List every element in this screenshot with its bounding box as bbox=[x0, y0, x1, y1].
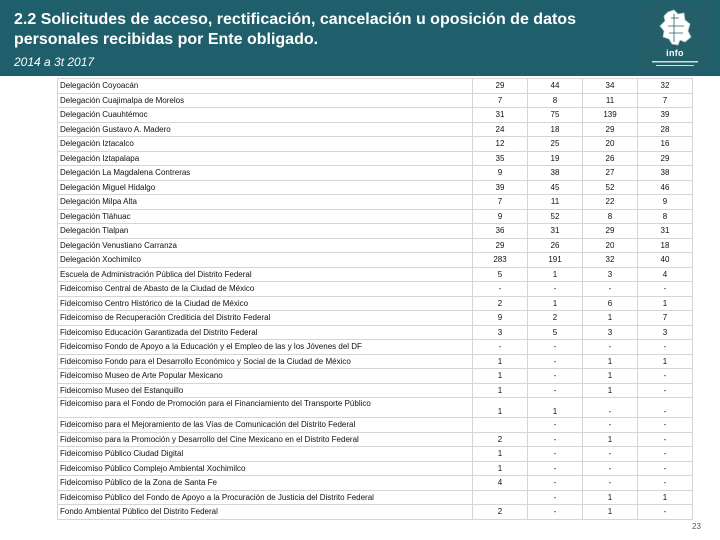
value-cell-col2: 31 bbox=[528, 224, 583, 239]
value-cell-col1: 4 bbox=[473, 476, 528, 491]
value-cell-col4: - bbox=[638, 461, 693, 476]
entity-name-cell: Delegación Cuauhtémoc bbox=[58, 108, 473, 123]
entity-name-cell: Fideicomiso Museo de Arte Popular Mexicano bbox=[58, 369, 473, 384]
entity-name-cell: Delegación Cuajimalpa de Morelos bbox=[58, 93, 473, 108]
value-cell-col1: 7 bbox=[473, 195, 528, 210]
table-row bbox=[58, 505, 693, 520]
entity-name-cell: Delegación Iztapalapa bbox=[58, 151, 473, 166]
table-row bbox=[58, 296, 693, 311]
value-cell-col2: - bbox=[528, 490, 583, 505]
table-row bbox=[58, 340, 693, 355]
value-cell-col1: 36 bbox=[473, 224, 528, 239]
value-cell-col2: 11 bbox=[528, 195, 583, 210]
value-cell-col1: 12 bbox=[473, 137, 528, 152]
table-body bbox=[58, 79, 693, 520]
value-cell-col1: 39 bbox=[473, 180, 528, 195]
table-row bbox=[58, 253, 693, 268]
value-cell-col1: 31 bbox=[473, 108, 528, 123]
value-cell-col3: 32 bbox=[583, 253, 638, 268]
value-cell-col4: 1 bbox=[638, 354, 693, 369]
entity-name-cell: Delegación Xochimilco bbox=[58, 253, 473, 268]
value-cell-col1: 2 bbox=[473, 296, 528, 311]
value-cell-col3: 139 bbox=[583, 108, 638, 123]
value-cell-col3: - bbox=[583, 282, 638, 297]
value-cell-col1: 9 bbox=[473, 311, 528, 326]
value-cell-col4: 31 bbox=[638, 224, 693, 239]
value-cell-col3: 1 bbox=[583, 354, 638, 369]
entity-name-cell: Fideicomiso para el Fondo de Promoción para el Financiamiento del Transporte Público bbox=[58, 398, 473, 418]
table-row bbox=[58, 151, 693, 166]
value-cell-col1: 3 bbox=[473, 325, 528, 340]
value-cell-col2: - bbox=[528, 461, 583, 476]
entity-name-cell: Fideicomiso Público del Fondo de Apoyo a la Procuración de Justicia del Distrito Federal bbox=[58, 490, 473, 505]
entity-name-cell: Fideicomiso Educación Garantizada del Distrito Federal bbox=[58, 325, 473, 340]
value-cell-col3: 3 bbox=[583, 267, 638, 282]
value-cell-col3: 29 bbox=[583, 224, 638, 239]
table-row bbox=[58, 224, 693, 239]
value-cell-col2: - bbox=[528, 340, 583, 355]
value-cell-col4: 28 bbox=[638, 122, 693, 137]
value-cell-col3: 11 bbox=[583, 93, 638, 108]
value-cell-col4: - bbox=[638, 383, 693, 398]
value-cell-col4: - bbox=[638, 340, 693, 355]
value-cell-col3: 3 bbox=[583, 325, 638, 340]
entity-name-cell: Fideicomiso Público Complejo Ambiental Xochimilco bbox=[58, 461, 473, 476]
entity-name-cell: Delegación Miguel Hidalgo bbox=[58, 180, 473, 195]
table-row bbox=[58, 267, 693, 282]
entity-name-cell: Delegación Tlalpan bbox=[58, 224, 473, 239]
value-cell-col4: - bbox=[638, 369, 693, 384]
value-cell-col3: 20 bbox=[583, 137, 638, 152]
value-cell-col2: - bbox=[528, 354, 583, 369]
city-map-icon bbox=[638, 4, 712, 72]
value-cell-col2: 1 bbox=[528, 267, 583, 282]
table-row bbox=[58, 398, 693, 418]
value-cell-col3: - bbox=[583, 398, 638, 418]
logo-text: info bbox=[666, 48, 684, 58]
value-cell-col2: 25 bbox=[528, 137, 583, 152]
value-cell-col1: 9 bbox=[473, 166, 528, 181]
value-cell-col2: 1 bbox=[528, 296, 583, 311]
value-cell-col2: - bbox=[528, 505, 583, 520]
value-cell-col4: 46 bbox=[638, 180, 693, 195]
value-cell-col2: 19 bbox=[528, 151, 583, 166]
value-cell-col4: - bbox=[638, 432, 693, 447]
value-cell-col3: 22 bbox=[583, 195, 638, 210]
value-cell-col3: - bbox=[583, 418, 638, 433]
entity-name-cell: Delegación Milpa Alta bbox=[58, 195, 473, 210]
table-row bbox=[58, 122, 693, 137]
value-cell-col3: - bbox=[583, 447, 638, 462]
value-cell-col4: 40 bbox=[638, 253, 693, 268]
value-cell-col3: 1 bbox=[583, 311, 638, 326]
page-title: 2.2 Solicitudes de acceso, rectificación, cancelación u oposición de datos personales recibidas por Ente obligado. bbox=[14, 11, 576, 48]
table-row bbox=[58, 490, 693, 505]
value-cell-col1: 2 bbox=[473, 432, 528, 447]
table-row bbox=[58, 383, 693, 398]
entity-name-cell: Escuela de Administración Pública del Distrito Federal bbox=[58, 267, 473, 282]
table-row bbox=[58, 166, 693, 181]
table-row bbox=[58, 209, 693, 224]
value-cell-col4: 1 bbox=[638, 296, 693, 311]
table-row bbox=[58, 369, 693, 384]
value-cell-col4: 32 bbox=[638, 79, 693, 94]
value-cell-col3: 20 bbox=[583, 238, 638, 253]
value-cell-col1: 1 bbox=[473, 354, 528, 369]
table-row bbox=[58, 79, 693, 94]
entity-name-cell: Delegación Coyoacán bbox=[58, 79, 473, 94]
value-cell-col3: 1 bbox=[583, 505, 638, 520]
table-row bbox=[58, 461, 693, 476]
value-cell-col2: - bbox=[528, 476, 583, 491]
value-cell-col2: - bbox=[528, 418, 583, 433]
header-band bbox=[0, 0, 720, 76]
value-cell-col4: - bbox=[638, 282, 693, 297]
value-cell-col1: 1 bbox=[473, 369, 528, 384]
value-cell-col2: 52 bbox=[528, 209, 583, 224]
value-cell-col4: - bbox=[638, 398, 693, 418]
value-cell-col4: 4 bbox=[638, 267, 693, 282]
value-cell-col4: 9 bbox=[638, 195, 693, 210]
value-cell-col2: 38 bbox=[528, 166, 583, 181]
value-cell-col4: 38 bbox=[638, 166, 693, 181]
value-cell-col3: 52 bbox=[583, 180, 638, 195]
entity-name-cell: Delegación La Magdalena Contreras bbox=[58, 166, 473, 181]
entity-name-cell: Fideicomiso Público Ciudad Digital bbox=[58, 447, 473, 462]
value-cell-col4: 8 bbox=[638, 209, 693, 224]
value-cell-col4: 7 bbox=[638, 311, 693, 326]
value-cell-col1 bbox=[473, 490, 528, 505]
entity-name-cell: Delegación Iztacalco bbox=[58, 137, 473, 152]
value-cell-col1: 2 bbox=[473, 505, 528, 520]
value-cell-col1 bbox=[473, 418, 528, 433]
value-cell-col4: 18 bbox=[638, 238, 693, 253]
page-number: 23 bbox=[692, 522, 701, 531]
value-cell-col3: 8 bbox=[583, 209, 638, 224]
value-cell-col1: 1 bbox=[473, 398, 528, 418]
value-cell-col3: 1 bbox=[583, 383, 638, 398]
value-cell-col3: - bbox=[583, 340, 638, 355]
value-cell-col3: 34 bbox=[583, 79, 638, 94]
value-cell-col1: 35 bbox=[473, 151, 528, 166]
table-row bbox=[58, 108, 693, 123]
entity-name-cell: Fondo Ambiental Público del Distrito Federal bbox=[58, 505, 473, 520]
table-row bbox=[58, 418, 693, 433]
entity-name-cell: Fideicomiso Museo del Estanquillo bbox=[58, 383, 473, 398]
value-cell-col4: - bbox=[638, 418, 693, 433]
value-cell-col2: - bbox=[528, 369, 583, 384]
value-cell-col1: 283 bbox=[473, 253, 528, 268]
value-cell-col3: 6 bbox=[583, 296, 638, 311]
value-cell-col2: 2 bbox=[528, 311, 583, 326]
entity-name-cell: Delegación Venustiano Carranza bbox=[58, 238, 473, 253]
value-cell-col2: 191 bbox=[528, 253, 583, 268]
value-cell-col4: - bbox=[638, 476, 693, 491]
table-row bbox=[58, 311, 693, 326]
value-cell-col1: 29 bbox=[473, 238, 528, 253]
entity-name-cell: Fideicomiso de Recuperación Crediticia del Distrito Federal bbox=[58, 311, 473, 326]
value-cell-col1: 9 bbox=[473, 209, 528, 224]
value-cell-col1: 7 bbox=[473, 93, 528, 108]
value-cell-col4: 29 bbox=[638, 151, 693, 166]
value-cell-col1: - bbox=[473, 282, 528, 297]
table-row bbox=[58, 180, 693, 195]
value-cell-col1: 29 bbox=[473, 79, 528, 94]
value-cell-col1: 24 bbox=[473, 122, 528, 137]
table-row bbox=[58, 238, 693, 253]
table-row bbox=[58, 195, 693, 210]
value-cell-col3: 29 bbox=[583, 122, 638, 137]
value-cell-col2: - bbox=[528, 282, 583, 297]
page-subtitle: 2014 a 3t 2017 bbox=[14, 55, 95, 69]
value-cell-col1: 1 bbox=[473, 461, 528, 476]
value-cell-col2: - bbox=[528, 383, 583, 398]
value-cell-col1: - bbox=[473, 340, 528, 355]
value-cell-col4: 7 bbox=[638, 93, 693, 108]
table-row bbox=[58, 282, 693, 297]
table-row bbox=[58, 432, 693, 447]
entity-name-cell: Fideicomiso Fondo de Apoyo a la Educación y el Empleo de las y los Jóvenes del DF bbox=[58, 340, 473, 355]
table-row bbox=[58, 93, 693, 108]
table-row bbox=[58, 325, 693, 340]
value-cell-col4: 39 bbox=[638, 108, 693, 123]
value-cell-col2: 75 bbox=[528, 108, 583, 123]
entity-name-cell: Delegación Tláhuac bbox=[58, 209, 473, 224]
table-row bbox=[58, 447, 693, 462]
entity-name-cell: Fideicomiso Público de la Zona de Santa Fe bbox=[58, 476, 473, 491]
entity-name-cell: Fideicomiso Fondo para el Desarrollo Económico y Social de la Ciudad de México bbox=[58, 354, 473, 369]
entity-name-cell: Delegación Gustavo A. Madero bbox=[58, 122, 473, 137]
value-cell-col3: 1 bbox=[583, 490, 638, 505]
value-cell-col2: 44 bbox=[528, 79, 583, 94]
value-cell-col1: 5 bbox=[473, 267, 528, 282]
value-cell-col2: - bbox=[528, 432, 583, 447]
value-cell-col2: - bbox=[528, 447, 583, 462]
value-cell-col4: 1 bbox=[638, 490, 693, 505]
entity-name-cell: Fideicomiso para el Mejoramiento de las Vías de Comunicación del Distrito Federal bbox=[58, 418, 473, 433]
value-cell-col4: - bbox=[638, 505, 693, 520]
value-cell-col4: 3 bbox=[638, 325, 693, 340]
infodf-logo bbox=[638, 4, 712, 72]
value-cell-col3: 26 bbox=[583, 151, 638, 166]
entity-name-cell: Fideicomiso Centro Histórico de la Ciudad de México bbox=[58, 296, 473, 311]
value-cell-col2: 45 bbox=[528, 180, 583, 195]
value-cell-col2: 18 bbox=[528, 122, 583, 137]
table-row bbox=[58, 476, 693, 491]
value-cell-col4: - bbox=[638, 447, 693, 462]
entity-name-cell: Fideicomiso para la Promoción y Desarrollo del Cine Mexicano en el Distrito Federal bbox=[58, 432, 473, 447]
value-cell-col3: 1 bbox=[583, 432, 638, 447]
value-cell-col1: 1 bbox=[473, 383, 528, 398]
value-cell-col1: 1 bbox=[473, 447, 528, 462]
requests-table bbox=[57, 78, 693, 520]
table-row bbox=[58, 354, 693, 369]
value-cell-col3: 27 bbox=[583, 166, 638, 181]
value-cell-col2: 1 bbox=[528, 398, 583, 418]
value-cell-col3: - bbox=[583, 461, 638, 476]
value-cell-col2: 26 bbox=[528, 238, 583, 253]
value-cell-col3: 1 bbox=[583, 369, 638, 384]
entity-name-cell: Fideicomiso Central de Abasto de la Ciudad de México bbox=[58, 282, 473, 297]
value-cell-col4: 16 bbox=[638, 137, 693, 152]
value-cell-col3: - bbox=[583, 476, 638, 491]
value-cell-col2: 8 bbox=[528, 93, 583, 108]
table-row bbox=[58, 137, 693, 152]
value-cell-col2: 5 bbox=[528, 325, 583, 340]
